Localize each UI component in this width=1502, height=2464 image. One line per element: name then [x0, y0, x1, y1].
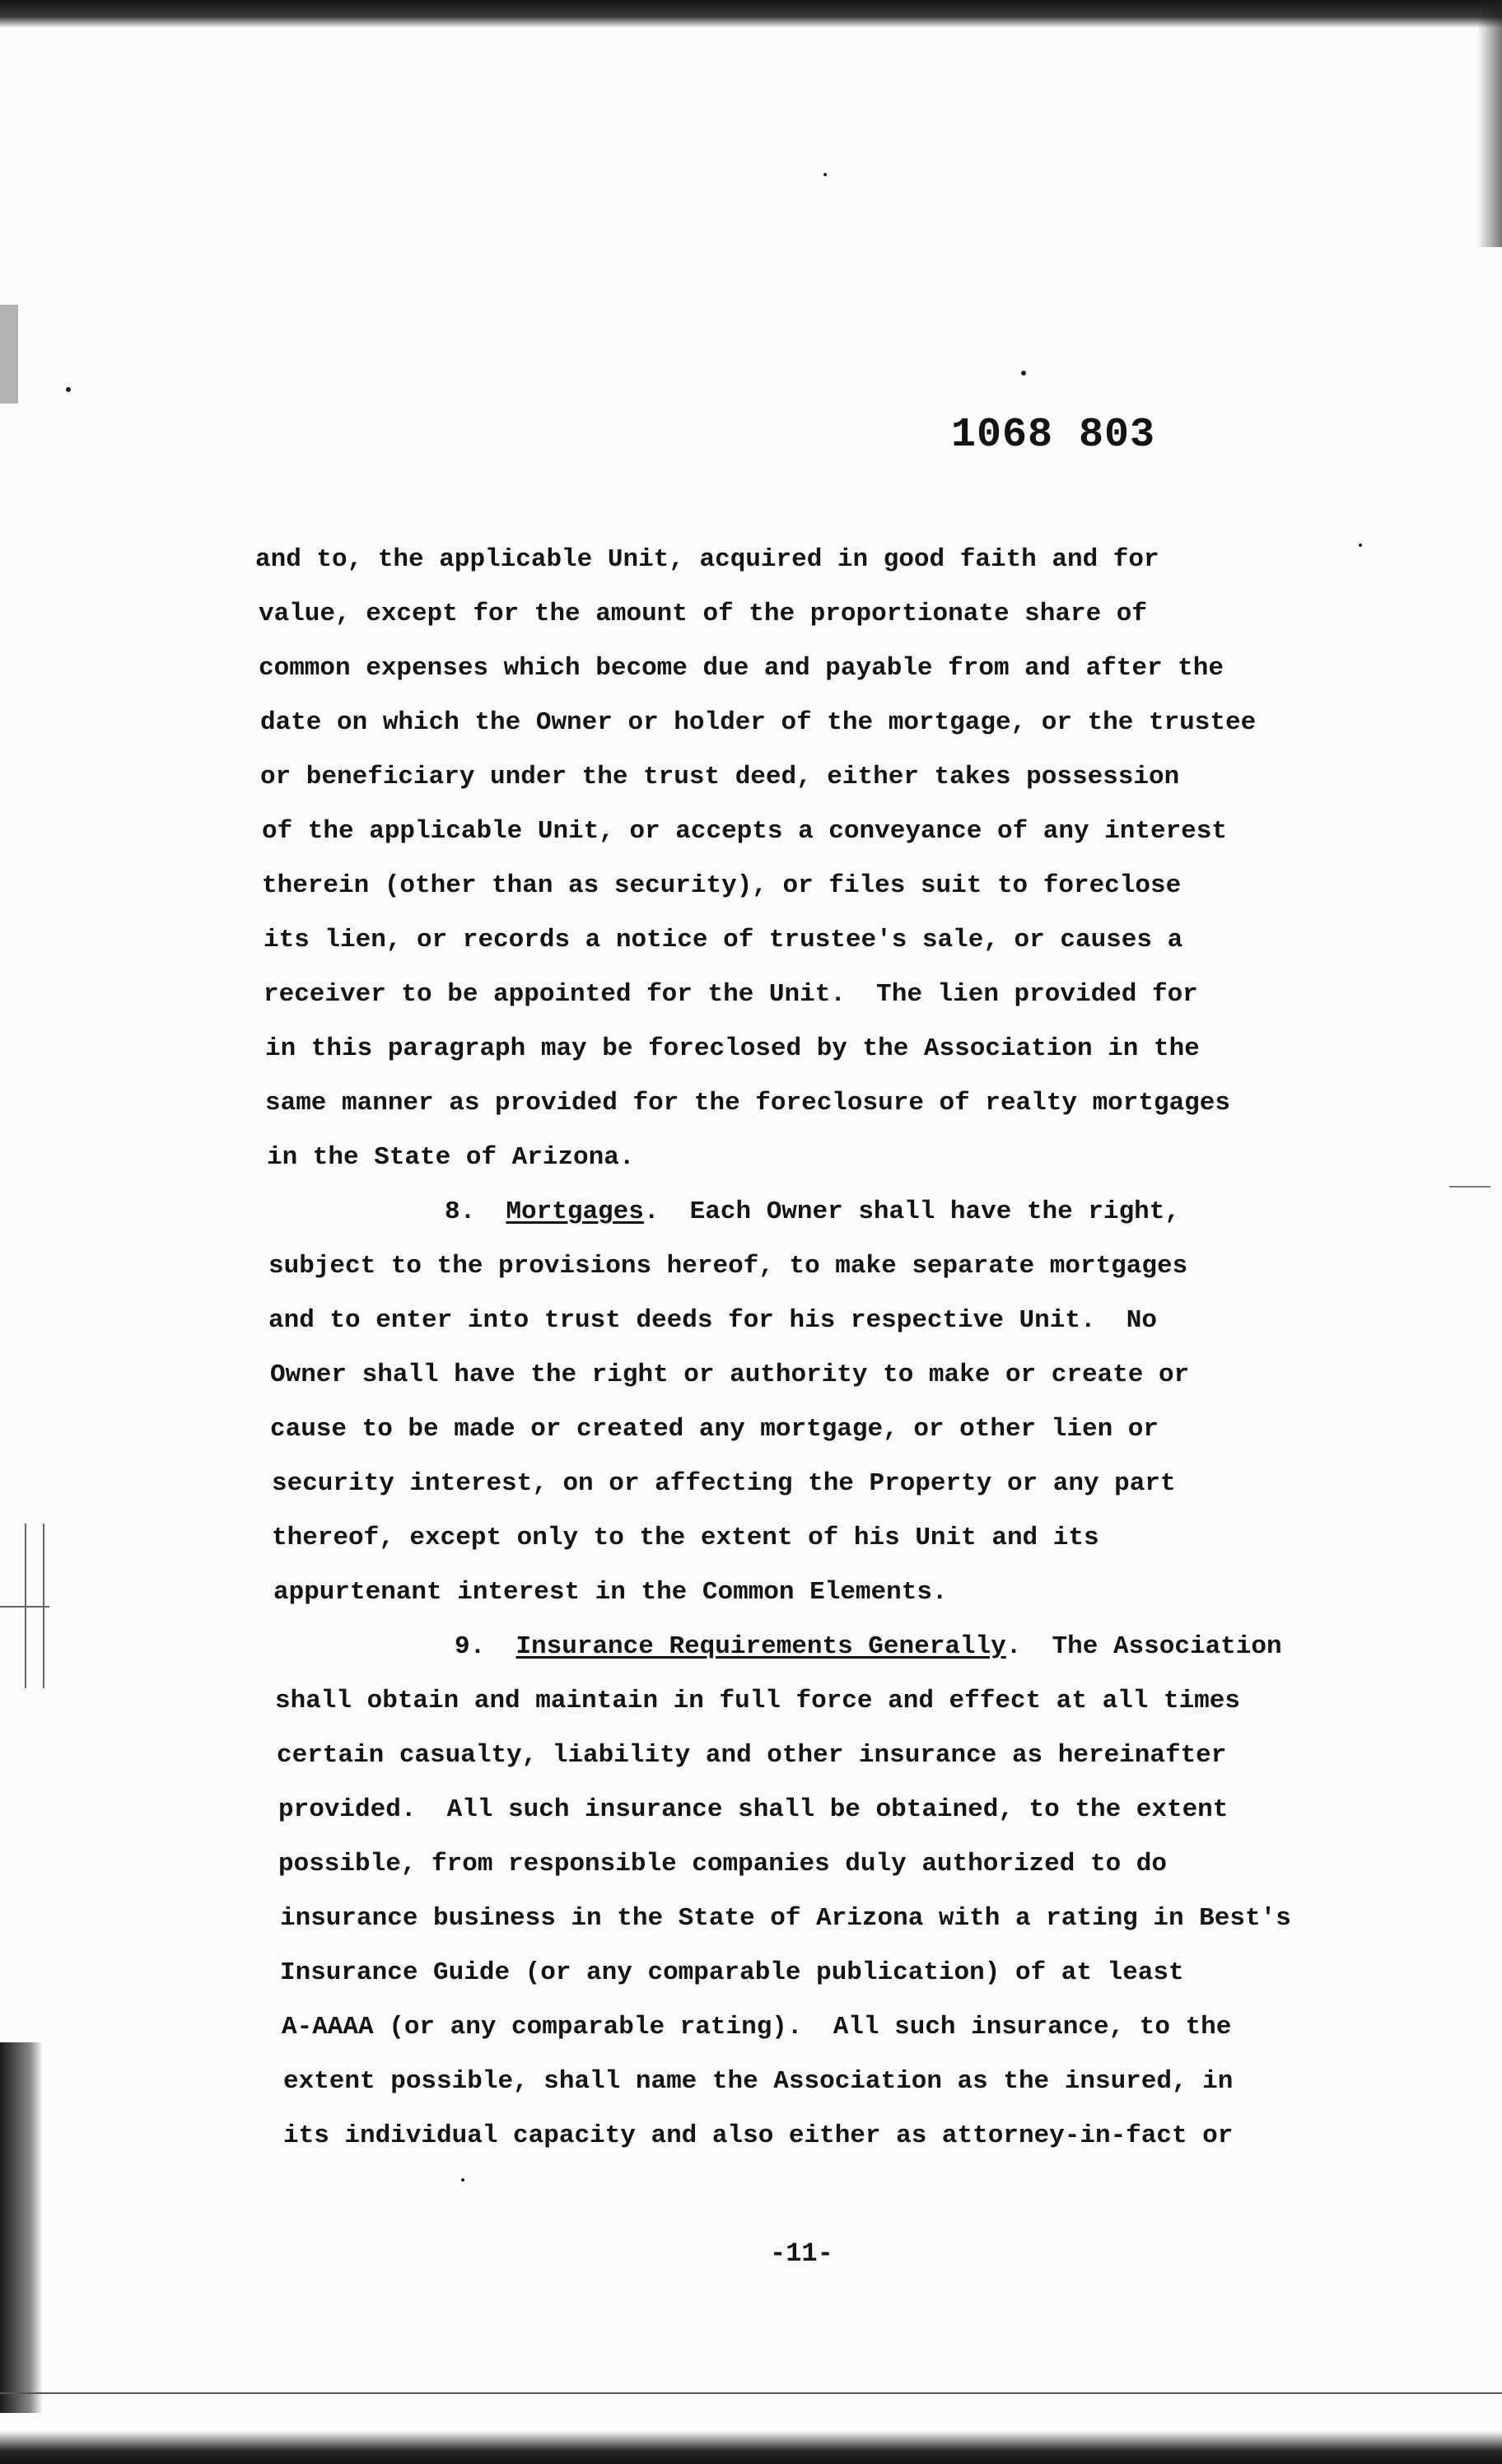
- scan-speck: [461, 2178, 464, 2182]
- text-line: security interest, on or affecting the Property or any part: [272, 1469, 1176, 1498]
- scan-speck: [1359, 544, 1362, 547]
- text-line: cause to be made or created any mortgage, or other lien or: [270, 1415, 1159, 1444]
- text-line: certain casualty, liability and other insurance as hereinafter: [277, 1741, 1227, 1770]
- section-number: 9.: [455, 1632, 486, 1661]
- text-line: of the applicable Unit, or accepts a conveyance of any interest: [262, 817, 1227, 846]
- scan-blot-left: [0, 2042, 43, 2413]
- text-line: and to, the applicable Unit, acquired in good faith and for: [255, 545, 1159, 574]
- scan-speck: [1021, 371, 1026, 376]
- text-line: shall obtain and maintain in full force and effect at all times: [275, 1687, 1240, 1715]
- text-line: thereof, except only to the extent of his Unit and its: [272, 1524, 1099, 1552]
- text-line: common expenses which become due and payable from and after the: [259, 654, 1224, 683]
- text-line: Insurance Guide (or any comparable publication) of at least: [280, 1958, 1184, 1987]
- text-line: possible, from responsible companies duly authorized to do: [278, 1850, 1167, 1878]
- text-line: therein (other than as security), or files suit to foreclose: [262, 871, 1182, 900]
- text-line: same manner as provided for the foreclosure of realty mortgages: [265, 1089, 1230, 1118]
- book-page-stamp: 1068 803: [951, 412, 1156, 459]
- text-line: its individual capacity and also either as attorney-in-fact or: [283, 2121, 1234, 2150]
- text-line: in the State of Arizona.: [267, 1143, 635, 1172]
- section-lead-text: . Each Owner shall have the right,: [643, 1197, 1180, 1226]
- section-8-lead: [445, 1196, 1180, 1229]
- section-heading: Insurance Requirements Generally: [515, 1632, 1006, 1661]
- scan-rule: [0, 2392, 1502, 2394]
- text-line: provided. All such insurance shall be obtained, to the extent: [278, 1795, 1229, 1824]
- page-number: -11-: [770, 2238, 833, 2269]
- scan-speck: [66, 387, 71, 392]
- scan-speck: [823, 173, 827, 176]
- scan-blot-left-upper: [0, 305, 18, 404]
- text-line: receiver to be appointed for the Unit. The lien provided for: [264, 980, 1198, 1009]
- section-9-lead: [455, 1631, 1282, 1664]
- text-line: A-AAAA (or any comparable rating). All such insurance, to the: [282, 2013, 1232, 2042]
- text-line: Owner shall have the right or authority to make or create or: [270, 1360, 1190, 1389]
- scan-blot-right: [1477, 0, 1502, 247]
- text-line: or beneficiary under the trust deed, either takes possession: [260, 763, 1180, 791]
- scan-edge-bottom: [0, 2431, 1502, 2464]
- text-line: subject to the provisions hereof, to make separate mortgages: [268, 1252, 1188, 1281]
- text-line: date on which the Owner or holder of the mortgage, or the trustee: [260, 708, 1257, 737]
- text-line: its lien, or records a notice of trustee's sale, or causes a: [264, 926, 1183, 954]
- text-line: value, except for the amount of the proportionate share of: [259, 600, 1147, 628]
- text-line: and to enter into trust deeds for his respective Unit. No: [268, 1306, 1157, 1335]
- section-number: 8.: [445, 1197, 476, 1226]
- scan-rule: [1449, 1186, 1490, 1188]
- section-heading: Mortgages: [506, 1197, 644, 1226]
- scan-edge-top: [0, 0, 1502, 28]
- section-lead-text: . The Association: [1005, 1632, 1282, 1661]
- text-line: in this paragraph may be foreclosed by the Association in the: [265, 1034, 1200, 1063]
- scan-rule: [0, 1606, 49, 1608]
- text-line: extent possible, shall name the Association as the insured, in: [283, 2067, 1234, 2096]
- text-line: appurtenant interest in the Common Elements.: [273, 1578, 948, 1607]
- text-line: insurance business in the State of Arizona with a rating in Best's: [280, 1904, 1291, 1933]
